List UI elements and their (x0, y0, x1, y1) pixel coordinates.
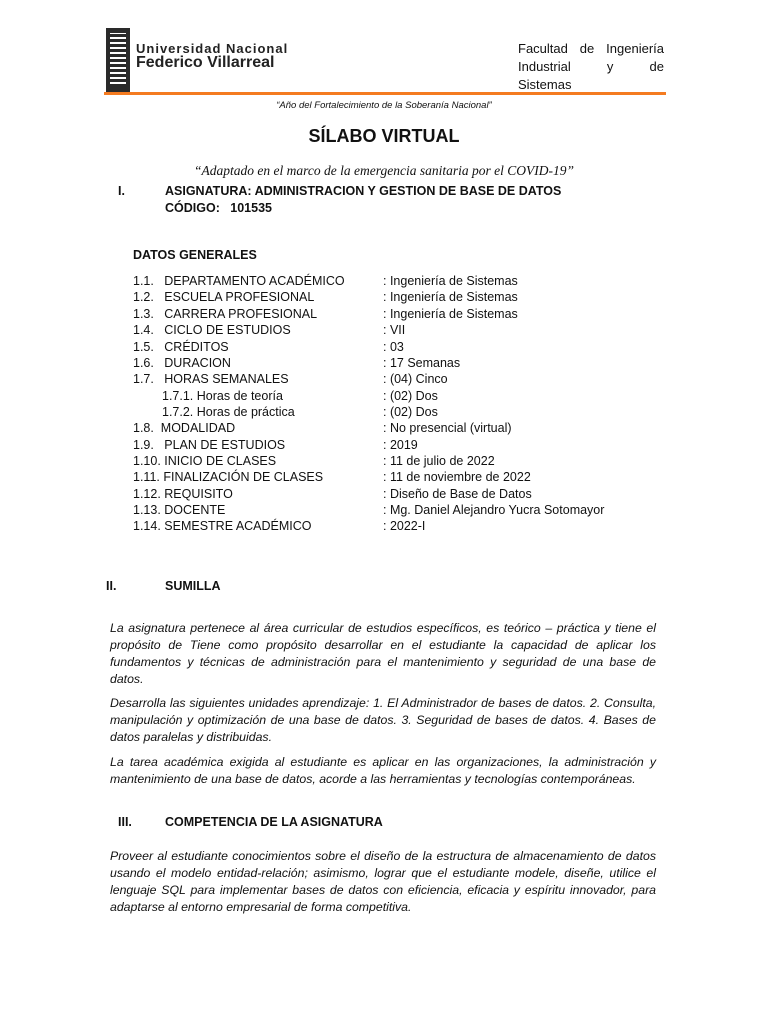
datos-row (133, 340, 693, 356)
university-crest-icon (110, 33, 126, 87)
section2-number: II. (106, 579, 117, 593)
datos-label: 1.12. REQUISITO (133, 487, 233, 501)
datos-label: 1.7.2. Horas de práctica (162, 405, 295, 419)
datos-value: : Diseño de Base de Datos (383, 487, 532, 501)
faculty-line1: Facultad de Ingeniería (518, 41, 664, 56)
datos-row (133, 290, 693, 306)
datos-label: 1.13. DOCENTE (133, 503, 226, 517)
datos-row (133, 356, 693, 372)
year-motto: “Año del Fortalecimiento de la Soberanía Nacional” (276, 100, 492, 111)
datos-row (133, 454, 693, 470)
university-name-line1: Universidad Nacional (136, 41, 289, 56)
datos-value: : 11 de noviembre de 2022 (383, 470, 531, 484)
datos-label: 1.1. DEPARTAMENTO ACADÉMICO (133, 274, 345, 288)
datos-value: : VII (383, 323, 406, 337)
faculty-name (518, 40, 664, 94)
datos-row (133, 323, 693, 339)
datos-value: : 03 (383, 340, 404, 354)
datos-label: 1.7.1. Horas de teoría (162, 389, 283, 403)
datos-value: : (02) Dos (383, 389, 438, 403)
datos-generales-title: DATOS GENERALES (133, 248, 257, 262)
datos-value: : (04) Cinco (383, 372, 448, 386)
datos-label: 1.3. CARRERA PROFESIONAL (133, 307, 318, 321)
datos-value: : Mg. Daniel Alejandro Yucra Sotomayor (383, 503, 605, 517)
course-name: ASIGNATURA: ADMINISTRACION Y GESTION DE BASE DE DATOS (165, 184, 562, 198)
datos-value: : 2019 (383, 438, 418, 452)
header-divider (104, 92, 666, 95)
datos-row (133, 421, 693, 437)
datos-row (133, 389, 693, 405)
datos-value: : No presencial (virtual) (383, 421, 512, 435)
datos-label: 1.6. DURACION (133, 356, 231, 370)
datos-value: : 2022-I (383, 519, 426, 533)
datos-label: 1.7. HORAS SEMANALES (133, 372, 289, 386)
datos-label: 1.11. FINALIZACIÓN DE CLASES (133, 470, 324, 484)
university-name-line2: Federico Villarreal (136, 54, 275, 71)
datos-row (133, 487, 693, 503)
datos-label: 1.9. PLAN DE ESTUDIOS (133, 438, 286, 452)
section2-title: SUMILLA (165, 579, 221, 593)
datos-row (133, 372, 693, 388)
section1-number: I. (118, 184, 125, 198)
faculty-line2: Industrial y de (518, 59, 664, 74)
datos-value: : Ingeniería de Sistemas (383, 307, 518, 321)
covid-subtitle: “Adaptado en el marco de la emergencia sanitaria por el COVID-19” (194, 163, 574, 178)
datos-row (133, 519, 693, 535)
datos-row (133, 274, 693, 290)
faculty-line3: Sistemas (518, 77, 572, 92)
section3-title: COMPETENCIA DE LA ASIGNATURA (165, 815, 383, 829)
datos-label: 1.14. SEMESTRE ACADÉMICO (133, 519, 312, 533)
datos-label: 1.4. CICLO DE ESTUDIOS (133, 323, 291, 337)
datos-value: : Ingeniería de Sistemas (383, 290, 518, 304)
datos-value: : Ingeniería de Sistemas (383, 274, 518, 288)
datos-value: : 17 Semanas (383, 356, 461, 370)
competencia-paragraph: Proveer al estudiante conocimientos sobre el diseño de la estructura de almacenamiento de datos usando el modelo entidad-relación; asimismo, lograr que el estudiante modele, diseñe, utilice el lenguaje SQL para implementar bases de datos con eficiencia, eficacia y espíritu innovador, para adaptarse al entorno empresarial de forma competitiva. (110, 849, 656, 914)
course-code: CÓDIGO: 101535 (165, 201, 272, 215)
datos-value: : (02) Dos (383, 405, 438, 419)
page-title: SÍLABO VIRTUAL (308, 126, 460, 146)
sumilla-paragraph-3: La tarea académica exigida al estudiante es aplicar en las organizaciones, la administración y mantenimiento de una base de datos, acorde a las herramientas y tecnologías contemporáneas. (110, 755, 656, 786)
datos-row (133, 307, 693, 323)
sumilla-paragraph-2: Desarrolla las siguientes unidades aprendizaje: 1. El Administrador de bases de datos. 2. Consulta, manipulación y optimización de una base de datos. 3. Seguridad de bases de datos. 4. Bases de datos paralelas y distribuidas. (110, 696, 656, 744)
datos-row (133, 405, 693, 421)
datos-label: 1.2. ESCUELA PROFESIONAL (133, 290, 315, 304)
datos-row (133, 503, 693, 519)
datos-label: 1.8. MODALIDAD (133, 421, 236, 435)
datos-label: 1.10. INICIO DE CLASES (133, 454, 277, 468)
datos-row (133, 438, 693, 454)
section3-number: III. (118, 815, 132, 829)
datos-value: : 11 de julio de 2022 (383, 454, 495, 468)
sumilla-paragraph-1: La asignatura pertenece al área curricular de estudios específicos, es teórico – práctica y tiene el propósito de Tiene como propósito desarrollar en el estudiante la capacidad de aplicar los fundamentos y técnicas de administración para el mantenimiento y seguridad de una base de datos. (110, 621, 656, 686)
datos-row (133, 470, 693, 486)
datos-label: 1.5. CRÉDITOS (133, 340, 229, 354)
